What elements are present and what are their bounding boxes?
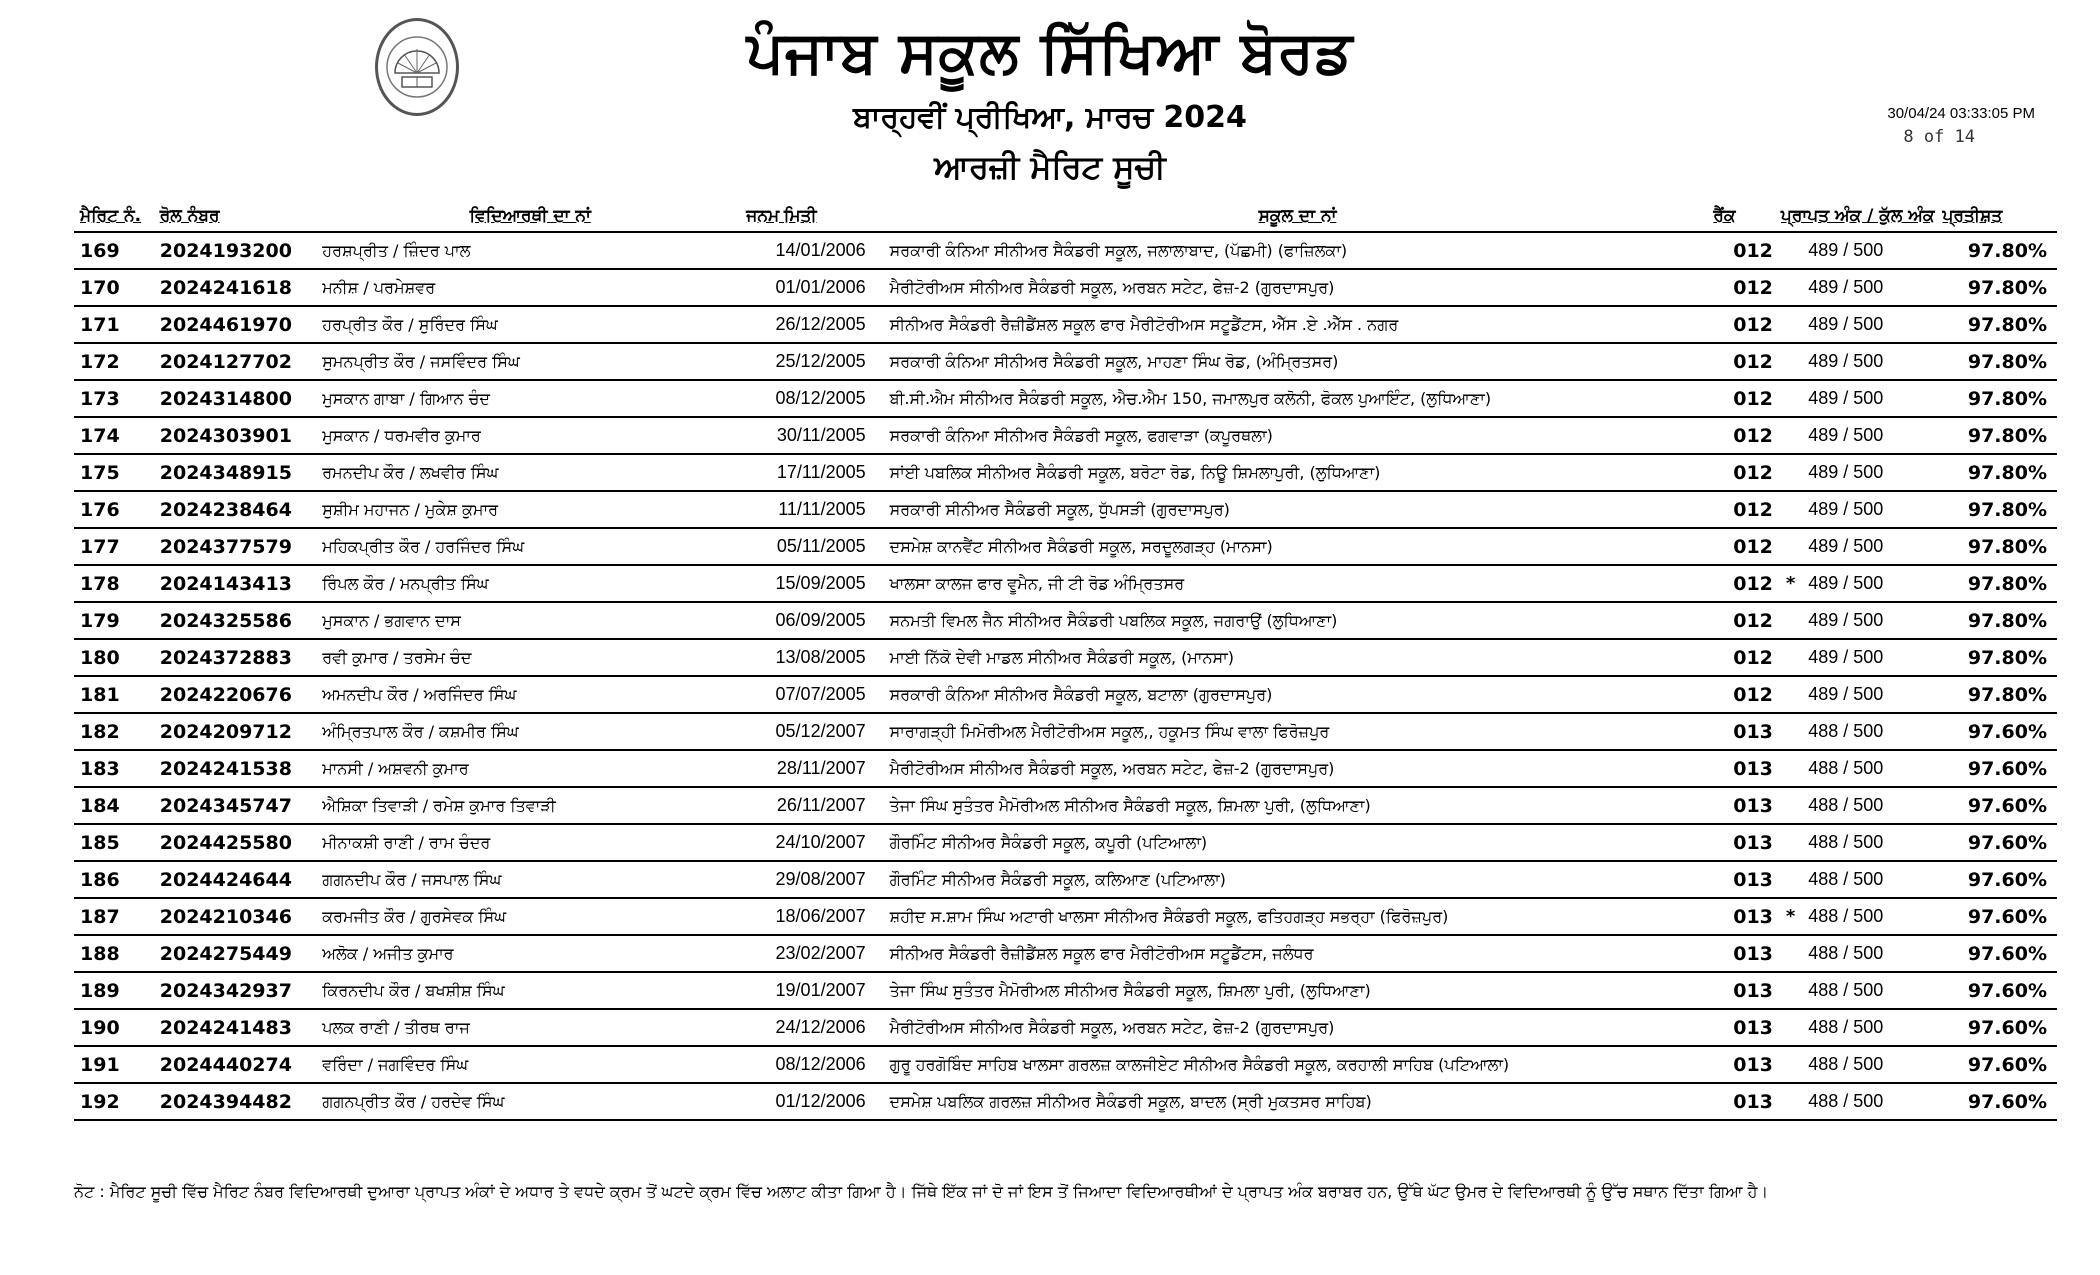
school-name-cell: ਸਰਕਾਰੀ ਕੰਨਿਆ ਸੀਨੀਅਰ ਸੈਕੰਡਰੀ ਸਕੂਲ, ਬਟਾਲਾ (ਗੁਰਦਾਸਪੁਰ) (886, 676, 1710, 713)
rank-cell: 012 (1709, 343, 1777, 380)
exam-subtitle: ਬਾਰ੍ਹਵੀਂ ਪ੍ਰੀਖਿਆ, ਮਾਰਚ 2024 (853, 100, 1247, 135)
roll-no-cell: 2024238464 (156, 491, 319, 528)
student-name-cell: ਵਰਿੰਦਾ / ਜਗਵਿੰਦਰ ਸਿੰਘ (318, 1046, 742, 1083)
rank-cell: 012 (1709, 639, 1777, 676)
percentage-cell: 97.60% (1939, 972, 2057, 1009)
dob-cell: 11/11/2005 (742, 491, 885, 528)
footer-note: ਨੋਟ : ਮੈਰਿਟ ਸੂਚੀ ਵਿੱਚ ਮੈਰਿਟ ਨੰਬਰ ਵਿਦਿਆਰਥੀ ਦੁਆਰਾ ਪ੍ਰਾਪਤ ਅੰਕਾਂ ਦੇ ਅਧਾਰ ਤੇ ਵਧਦੇ ਕ੍ਰਮ ਤੋਂ ਘਟਦੇ ਕ੍ਰਮ ਵਿੱਚ ਅਲਾਟ ਕੀਤਾ ਗਿਆ ਹੈ। ਜਿੱਥੇ ਇੱਕ ਜਾਂ ਦੋ ਜਾਂ ਇਸ ਤੋਂ ਜਿਆਦਾ ਵਿਦਿਆਰਥੀਆਂ ਦੇ ਪ੍ਰਾਪਤ ਅੰਕ ਬਰਾਬਰ ਹਨ, ਉੱਥੇ ਘੱਟ ਉਮਰ ਦੇ ਵਿਦਿਆਰਥੀ ਨੂੰ ਉੱਚ ਸਥਾਨ ਦਿੱਤਾ ਗਿਆ ਹੈ। (74, 1182, 1769, 1201)
marks-cell: 488 / 500 (1804, 972, 1938, 1009)
dob-cell: 08/12/2006 (742, 1046, 885, 1083)
percentage-cell: 97.80% (1939, 306, 2057, 343)
tie-marker-cell (1777, 750, 1804, 787)
dob-cell: 17/11/2005 (742, 454, 885, 491)
table-row (74, 269, 2057, 306)
roll-no-cell: 2024345747 (156, 787, 319, 824)
merit-table (74, 200, 2057, 1121)
school-name-cell: ਮਾਈ ਨਿੱਕੋ ਦੇਵੀ ਮਾਡਲ ਸੀਨੀਅਰ ਸੈਕੰਡਰੀ ਸਕੂਲ, (ਮਾਨਸਾ) (886, 639, 1710, 676)
roll-no-cell: 2024210346 (156, 898, 319, 935)
school-name-cell: ਦਸਮੇਸ਼ ਕਾਨਵੈਂਟ ਸੀਨੀਅਰ ਸੈਕੰਡਰੀ ਸਕੂਲ, ਸਰਦੂਲਗੜ੍ਹ (ਮਾਨਸਾ) (886, 528, 1710, 565)
page-title: ਪੰਜਾਬ ਸਕੂਲ ਸਿੱਖਿਆ ਬੋਰਡ (746, 18, 1354, 86)
col-roll-no: ਰੋਲ ਨੰਬਰ (156, 200, 319, 232)
school-name-cell: ਮੈਰੀਟੋਰੀਅਸ ਸੀਨੀਅਰ ਸੈਕੰਡਰੀ ਸਕੂਲ, ਅਰਬਨ ਸਟੇਟ, ਫੇਜ਼-2 (ਗੁਰਦਾਸਪੁਰ) (886, 750, 1710, 787)
merit-no-cell: 190 (74, 1009, 156, 1046)
dob-cell: 14/01/2006 (742, 232, 885, 269)
percentage-cell: 97.60% (1939, 1009, 2057, 1046)
rank-cell: 013 (1709, 898, 1777, 935)
dob-cell: 05/11/2005 (742, 528, 885, 565)
tie-marker-cell (1777, 861, 1804, 898)
percentage-cell: 97.80% (1939, 232, 2057, 269)
merit-no-cell: 188 (74, 935, 156, 972)
dob-cell: 07/07/2005 (742, 676, 885, 713)
student-name-cell: ਮਹਿਕਪ੍ਰੀਤ ਕੌਰ / ਹਰਜਿੰਦਰ ਸਿੰਘ (318, 528, 742, 565)
rank-cell: 012 (1709, 306, 1777, 343)
marks-cell: 488 / 500 (1804, 898, 1938, 935)
merit-no-cell: 169 (74, 232, 156, 269)
tie-marker-cell (1777, 1046, 1804, 1083)
tie-marker-cell (1777, 343, 1804, 380)
roll-no-cell: 2024275449 (156, 935, 319, 972)
school-name-cell: ਸਰਕਾਰੀ ਸੀਨੀਅਰ ਸੈਕੰਡਰੀ ਸਕੂਲ, ਧੁੱਪਸੜੀ (ਗੁਰਦਾਸਪੁਰ) (886, 491, 1710, 528)
student-name-cell: ਅਲੋਕ / ਅਜੀਤ ਕੁਮਾਰ (318, 935, 742, 972)
dob-cell: 05/12/2007 (742, 713, 885, 750)
table-row (74, 861, 2057, 898)
student-name-cell: ਪਲਕ ਰਾਣੀ / ਤੀਰਥ ਰਾਜ (318, 1009, 742, 1046)
rank-cell: 012 (1709, 491, 1777, 528)
table-row (74, 380, 2057, 417)
roll-no-cell: 2024394482 (156, 1083, 319, 1120)
percentage-cell: 97.80% (1939, 676, 2057, 713)
rank-cell: 012 (1709, 565, 1777, 602)
marks-cell: 489 / 500 (1804, 269, 1938, 306)
table-row (74, 454, 2057, 491)
marks-cell: 489 / 500 (1804, 454, 1938, 491)
dob-cell: 29/08/2007 (742, 861, 885, 898)
table-row (74, 676, 2057, 713)
rank-cell: 012 (1709, 676, 1777, 713)
roll-no-cell: 2024209712 (156, 713, 319, 750)
rank-cell: 012 (1709, 528, 1777, 565)
rank-cell: 012 (1709, 417, 1777, 454)
roll-no-cell: 2024241538 (156, 750, 319, 787)
dob-cell: 24/12/2006 (742, 1009, 885, 1046)
rank-cell: 013 (1709, 713, 1777, 750)
percentage-cell: 97.60% (1939, 935, 2057, 972)
tie-marker-cell (1777, 972, 1804, 1009)
student-name-cell: ਹਰਪ੍ਰੀਤ ਕੌਰ / ਸੁਰਿੰਦਰ ਸਿੰਘ (318, 306, 742, 343)
dob-cell: 26/12/2005 (742, 306, 885, 343)
percentage-cell: 97.60% (1939, 898, 2057, 935)
merit-no-cell: 187 (74, 898, 156, 935)
dob-cell: 19/01/2007 (742, 972, 885, 1009)
col-school-name: ਸਕੂਲ ਦਾ ਨਾਂ (886, 200, 1710, 232)
col-student-name: ਵਿਦਿਆਰਥੀ ਦਾ ਨਾਂ (318, 200, 742, 232)
percentage-cell: 97.60% (1939, 713, 2057, 750)
school-name-cell: ਗੁਰੂ ਹਰਗੋਬਿੰਦ ਸਾਹਿਬ ਖਾਲਸਾ ਗਰਲਜ਼ ਕਾਲਜੀਏਟ ਸੀਨੀਅਰ ਸੈਕੰਡਰੀ ਸਕੂਲ, ਕਰਹਾਲੀ ਸਾਹਿਬ (ਪਟਿਆਲਾ) (886, 1046, 1710, 1083)
dob-cell: 01/01/2006 (742, 269, 885, 306)
school-name-cell: ਸਾਂਈ ਪਬਲਿਕ ਸੀਨੀਅਰ ਸੈਕੰਡਰੀ ਸਕੂਲ, ਬਰੋਟਾ ਰੋਡ, ਨਿਊ ਸ਼ਿਮਲਾਪੁਰੀ, (ਲੁਧਿਆਣਾ) (886, 454, 1710, 491)
tie-marker-cell (1777, 713, 1804, 750)
percentage-cell: 97.60% (1939, 1046, 2057, 1083)
table-row (74, 491, 2057, 528)
table-row (74, 1009, 2057, 1046)
roll-no-cell: 2024127702 (156, 343, 319, 380)
student-name-cell: ਕਿਰਨਦੀਪ ਕੌਰ / ਬਖਸ਼ੀਸ਼ ਸਿੰਘ (318, 972, 742, 1009)
marks-cell: 488 / 500 (1804, 1009, 1938, 1046)
school-name-cell: ਮੈਰੀਟੋਰੀਅਸ ਸੀਨੀਅਰ ਸੈਕੰਡਰੀ ਸਕੂਲ, ਅਰਬਨ ਸਟੇਟ, ਫੇਜ਼-2 (ਗੁਰਦਾਸਪੁਰ) (886, 1009, 1710, 1046)
roll-no-cell: 2024424644 (156, 861, 319, 898)
percentage-cell: 97.80% (1939, 269, 2057, 306)
merit-no-cell: 184 (74, 787, 156, 824)
rank-cell: 013 (1709, 787, 1777, 824)
marks-cell: 488 / 500 (1804, 824, 1938, 861)
roll-no-cell: 2024348915 (156, 454, 319, 491)
tie-marker-cell (1777, 269, 1804, 306)
roll-no-cell: 2024342937 (156, 972, 319, 1009)
tie-marker-cell (1777, 935, 1804, 972)
student-name-cell: ਰਵੀ ਕੁਮਾਰ / ਤਰਸੇਮ ਚੰਦ (318, 639, 742, 676)
school-name-cell: ਸਰਕਾਰੀ ਕੰਨਿਆ ਸੀਨੀਅਰ ਸੈਕੰਡਰੀ ਸਕੂਲ, ਫਗਵਾੜਾ (ਕਪੂਰਥਲਾ) (886, 417, 1710, 454)
student-name-cell: ਗਗਨਦੀਪ ਕੌਰ / ਜਸਪਾਲ ਸਿੰਘ (318, 861, 742, 898)
rank-cell: 013 (1709, 935, 1777, 972)
percentage-cell: 97.60% (1939, 787, 2057, 824)
student-name-cell: ਮੁਸਕਾਨ / ਭਗਵਾਨ ਦਾਸ (318, 602, 742, 639)
school-name-cell: ਖਾਲਸਾ ਕਾਲਜ ਫਾਰ ਵੂਮੈਨ, ਜੀ ਟੀ ਰੋਡ ਅੰਮ੍ਰਿਤਸਰ (886, 565, 1710, 602)
percentage-cell: 97.80% (1939, 639, 2057, 676)
school-name-cell: ਸਨਮਤੀ ਵਿਮਲ ਜੈਨ ਸੀਨੀਅਰ ਸੈਕੰਡਰੀ ਪਬਲਿਕ ਸਕੂਲ, ਜਗਰਾਉਂ (ਲੁਧਿਆਣਾ) (886, 602, 1710, 639)
marks-cell: 488 / 500 (1804, 1046, 1938, 1083)
school-name-cell: ਗੌਰਮਿੰਟ ਸੀਨੀਅਰ ਸੈਕੰਡਰੀ ਸਕੂਲ, ਕਪੂਰੀ (ਪਟਿਆਲਾ) (886, 824, 1710, 861)
table-row (74, 343, 2057, 380)
page-header (0, 0, 2100, 200)
roll-no-cell: 2024220676 (156, 676, 319, 713)
dob-cell: 15/09/2005 (742, 565, 885, 602)
percentage-cell: 97.60% (1939, 824, 2057, 861)
dob-cell: 06/09/2005 (742, 602, 885, 639)
tie-marker-cell (1777, 824, 1804, 861)
school-name-cell: ਸੀਨੀਅਰ ਸੈਕੰਡਰੀ ਰੈਜ਼ੀਡੈਂਸ਼ਲ ਸਕੂਲ ਫਾਰ ਮੈਰੀਟੋਰੀਅਸ ਸਟੂਡੈਂਟਸ, ਐੱਸ .ਏ .ਐੱਸ . ਨਗਰ (886, 306, 1710, 343)
rank-cell: 013 (1709, 861, 1777, 898)
marks-cell: 489 / 500 (1804, 306, 1938, 343)
table-row (74, 713, 2057, 750)
col-marks: ਪ੍ਰਾਪਤ ਅੰਕ / ਕੁੱਲ ਅੰਕ (1777, 200, 1939, 232)
percentage-cell: 97.60% (1939, 1083, 2057, 1120)
roll-no-cell: 2024372883 (156, 639, 319, 676)
tie-marker-cell (1777, 454, 1804, 491)
merit-no-cell: 189 (74, 972, 156, 1009)
percentage-cell: 97.80% (1939, 491, 2057, 528)
marks-cell: 489 / 500 (1804, 676, 1938, 713)
merit-no-cell: 175 (74, 454, 156, 491)
student-name-cell: ਰਿੰਪਲ ਕੌਰ / ਮਨਪ੍ਰੀਤ ਸਿੰਘ (318, 565, 742, 602)
rank-cell: 012 (1709, 232, 1777, 269)
roll-no-cell: 2024241483 (156, 1009, 319, 1046)
merit-no-cell: 178 (74, 565, 156, 602)
tie-marker-cell (1777, 1009, 1804, 1046)
tie-marker-cell (1777, 528, 1804, 565)
col-dob: ਜਨਮ ਮਿਤੀ (742, 200, 885, 232)
merit-no-cell: 182 (74, 713, 156, 750)
print-timestamp: 30/04/24 03:33:05 PM (1887, 105, 2035, 122)
merit-no-cell: 181 (74, 676, 156, 713)
merit-no-cell: 171 (74, 306, 156, 343)
dob-cell: 23/02/2007 (742, 935, 885, 972)
table-row (74, 972, 2057, 1009)
rank-cell: 012 (1709, 602, 1777, 639)
table-row (74, 935, 2057, 972)
merit-rows (74, 232, 2057, 1120)
student-name-cell: ਐਸ਼ਿਕਾ ਤਿਵਾੜੀ / ਰਮੇਸ਼ ਕੁਮਾਰ ਤਿਵਾੜੀ (318, 787, 742, 824)
student-name-cell: ਮੁਸਕਾਨ ਗਾਬਾ / ਗਿਆਨ ਚੰਦ (318, 380, 742, 417)
school-name-cell: ਬੀ.ਸੀ.ਐਮ ਸੀਨੀਅਰ ਸੈਕੰਡਰੀ ਸਕੂਲ, ਐਚ.ਐਮ 150, ਜਮਾਲਪੁਰ ਕਲੋਨੀ, ਫੋਕਲ ਪੁਆਇੰਟ, (ਲੁਧਿਆਣਾ) (886, 380, 1710, 417)
dob-cell: 08/12/2005 (742, 380, 885, 417)
dob-cell: 01/12/2006 (742, 1083, 885, 1120)
marks-cell: 489 / 500 (1804, 528, 1938, 565)
col-merit-no: ਮੈਰਿਟ ਨੰ. (74, 200, 156, 232)
list-title: ਆਰਜ਼ੀ ਮੈਰਿਟ ਸੂਚੀ (934, 148, 1166, 186)
tie-marker-cell: * (1777, 565, 1804, 602)
percentage-cell: 97.80% (1939, 454, 2057, 491)
tie-marker-cell (1777, 676, 1804, 713)
merit-no-cell: 192 (74, 1083, 156, 1120)
marks-cell: 488 / 500 (1804, 713, 1938, 750)
percentage-cell: 97.80% (1939, 528, 2057, 565)
student-name-cell: ਅਮਨਦੀਪ ਕੌਰ / ਅਰਜਿੰਦਰ ਸਿੰਘ (318, 676, 742, 713)
roll-no-cell: 2024325586 (156, 602, 319, 639)
merit-no-cell: 191 (74, 1046, 156, 1083)
table-row (74, 750, 2057, 787)
merit-no-cell: 179 (74, 602, 156, 639)
rank-cell: 013 (1709, 972, 1777, 1009)
percentage-cell: 97.80% (1939, 380, 2057, 417)
table-row (74, 306, 2057, 343)
school-name-cell: ਸਰਕਾਰੀ ਕੰਨਿਆ ਸੀਨੀਅਰ ਸੈਕੰਡਰੀ ਸਕੂਲ, ਜਲਾਲਾਬਾਦ, (ਪੱਛਮੀ) (ਫਾਜ਼ਿਲਕਾ) (886, 232, 1710, 269)
table-row (74, 232, 2057, 269)
roll-no-cell: 2024241618 (156, 269, 319, 306)
table-header-row (74, 200, 2057, 232)
merit-no-cell: 172 (74, 343, 156, 380)
rank-cell: 013 (1709, 750, 1777, 787)
merit-no-cell: 186 (74, 861, 156, 898)
student-name-cell: ਕਰਮਜੀਤ ਕੌਰ / ਗੁਰਸੇਵਕ ਸਿੰਘ (318, 898, 742, 935)
student-name-cell: ਅੰਮ੍ਰਿਤਪਾਲ ਕੌਰ / ਕਸ਼ਮੀਰ ਸਿੰਘ (318, 713, 742, 750)
page-indicator: 8 of 14 (1903, 127, 1975, 147)
percentage-cell: 97.80% (1939, 565, 2057, 602)
rank-cell: 013 (1709, 1083, 1777, 1120)
student-name-cell: ਹਰਸ਼ਪ੍ਰੀਤ / ਜ਼ਿੰਦਰ ਪਾਲ (318, 232, 742, 269)
student-name-cell: ਮੁਸਕਾਨ / ਧਰਮਵੀਰ ਕੁਮਾਰ (318, 417, 742, 454)
tie-marker-cell (1777, 602, 1804, 639)
student-name-cell: ਮੀਨਾਕਸ਼ੀ ਰਾਣੀ / ਰਾਮ ਚੰਦਰ (318, 824, 742, 861)
merit-no-cell: 174 (74, 417, 156, 454)
table-row (74, 1083, 2057, 1120)
dob-cell: 28/11/2007 (742, 750, 885, 787)
dob-cell: 25/12/2005 (742, 343, 885, 380)
school-name-cell: ਸੀਨੀਅਰ ਸੈਕੰਡਰੀ ਰੈਜ਼ੀਡੈਂਸ਼ਲ ਸਕੂਲ ਫਾਰ ਮੈਰੀਟੋਰੀਅਸ ਸਟੂਡੈਂਟਸ, ਜਲੰਧਰ (886, 935, 1710, 972)
marks-cell: 489 / 500 (1804, 417, 1938, 454)
school-name-cell: ਤੇਜਾ ਸਿੰਘ ਸੁਤੰਤਰ ਮੈਮੋਰੀਅਲ ਸੀਨੀਅਰ ਸੈਕੰਡਰੀ ਸਕੂਲ, ਸ਼ਿਮਲਾ ਪੁਰੀ, (ਲੁਧਿਆਣਾ) (886, 787, 1710, 824)
school-name-cell: ਦਸਮੇਸ਼ ਪਬਲਿਕ ਗਰਲਜ਼ ਸੀਨੀਅਰ ਸੈਕੰਡਰੀ ਸਕੂਲ, ਬਾਦਲ (ਸ੍ਰੀ ਮੁਕਤਸਰ ਸਾਹਿਬ) (886, 1083, 1710, 1120)
table-row (74, 417, 2057, 454)
tie-marker-cell (1777, 380, 1804, 417)
table-row (74, 787, 2057, 824)
table-row (74, 565, 2057, 602)
marks-cell: 488 / 500 (1804, 1083, 1938, 1120)
percentage-cell: 97.60% (1939, 750, 2057, 787)
percentage-cell: 97.60% (1939, 861, 2057, 898)
dob-cell: 13/08/2005 (742, 639, 885, 676)
marks-cell: 489 / 500 (1804, 491, 1938, 528)
percentage-cell: 97.80% (1939, 343, 2057, 380)
student-name-cell: ਸੁਸ਼ੀਮ ਮਹਾਜਨ / ਮੁਕੇਸ਼ ਕੁਮਾਰ (318, 491, 742, 528)
dob-cell: 18/06/2007 (742, 898, 885, 935)
table-row (74, 602, 2057, 639)
table-row (74, 1046, 2057, 1083)
marks-cell: 488 / 500 (1804, 750, 1938, 787)
rank-cell: 012 (1709, 269, 1777, 306)
roll-no-cell: 2024377579 (156, 528, 319, 565)
percentage-cell: 97.80% (1939, 602, 2057, 639)
col-rank: ਰੈਂਕ (1709, 200, 1777, 232)
marks-cell: 489 / 500 (1804, 565, 1938, 602)
table-row (74, 824, 2057, 861)
school-name-cell: ਸਰਕਾਰੀ ਕੰਨਿਆ ਸੀਨੀਅਰ ਸੈਕੰਡਰੀ ਸਕੂਲ, ਮਾਹਣਾ ਸਿੰਘ ਰੋਡ, (ਅੰਮ੍ਰਿਤਸਰ) (886, 343, 1710, 380)
school-name-cell: ਸ਼ਹੀਦ ਸ.ਸ਼ਾਮ ਸਿੰਘ ਅਟਾਰੀ ਖਾਲਸਾ ਸੀਨੀਅਰ ਸੈਕੰਡਰੀ ਸਕੂਲ, ਫਤਿਹਗੜ੍ਹ ਸਭਰ੍ਹਾ (ਫਿਰੋਜ਼ਪੁਰ) (886, 898, 1710, 935)
student-name-cell: ਸੁਮਨਪ੍ਰੀਤ ਕੌਰ / ਜਸਵਿੰਦਰ ਸਿੰਘ (318, 343, 742, 380)
tie-marker-cell (1777, 1083, 1804, 1120)
rank-cell: 013 (1709, 824, 1777, 861)
rank-cell: 013 (1709, 1009, 1777, 1046)
merit-no-cell: 176 (74, 491, 156, 528)
merit-no-cell: 170 (74, 269, 156, 306)
marks-cell: 489 / 500 (1804, 602, 1938, 639)
tie-marker-cell (1777, 417, 1804, 454)
rank-cell: 012 (1709, 380, 1777, 417)
table-row (74, 898, 2057, 935)
roll-no-cell: 2024314800 (156, 380, 319, 417)
school-name-cell: ਸਾਰਾਗੜ੍ਹੀ ਮਿਮੋਰੀਅਲ ਮੈਰੀਟੋਰੀਅਸ ਸਕੂਲ,, ਹਕੂਮਤ ਸਿੰਘ ਵਾਲਾ ਫਿਰੋਜ਼ਪੁਰ (886, 713, 1710, 750)
marks-cell: 489 / 500 (1804, 380, 1938, 417)
roll-no-cell: 2024303901 (156, 417, 319, 454)
dob-cell: 30/11/2005 (742, 417, 885, 454)
roll-no-cell: 2024193200 (156, 232, 319, 269)
marks-cell: 488 / 500 (1804, 787, 1938, 824)
roll-no-cell: 2024461970 (156, 306, 319, 343)
tie-marker-cell (1777, 232, 1804, 269)
dob-cell: 24/10/2007 (742, 824, 885, 861)
dob-cell: 26/11/2007 (742, 787, 885, 824)
merit-no-cell: 177 (74, 528, 156, 565)
rank-cell: 012 (1709, 454, 1777, 491)
marks-cell: 488 / 500 (1804, 935, 1938, 972)
roll-no-cell: 2024143413 (156, 565, 319, 602)
table-row (74, 528, 2057, 565)
merit-no-cell: 183 (74, 750, 156, 787)
merit-no-cell: 180 (74, 639, 156, 676)
tie-marker-cell (1777, 491, 1804, 528)
student-name-cell: ਮਨੀਸ਼ / ਪਰਮੇਸ਼ਵਰ (318, 269, 742, 306)
merit-no-cell: 173 (74, 380, 156, 417)
tie-marker-cell (1777, 639, 1804, 676)
student-name-cell: ਮਾਨਸੀ / ਅਸ਼ਵਨੀ ਕੁਮਾਰ (318, 750, 742, 787)
marks-cell: 488 / 500 (1804, 861, 1938, 898)
marks-cell: 489 / 500 (1804, 232, 1938, 269)
tie-marker-cell (1777, 306, 1804, 343)
percentage-cell: 97.80% (1939, 417, 2057, 454)
tie-marker-cell: * (1777, 898, 1804, 935)
school-name-cell: ਤੇਜਾ ਸਿੰਘ ਸੁਤੰਤਰ ਮੈਮੋਰੀਅਲ ਸੀਨੀਅਰ ਸੈਕੰਡਰੀ ਸਕੂਲ, ਸ਼ਿਮਲਾ ਪੁਰੀ, (ਲੁਧਿਆਣਾ) (886, 972, 1710, 1009)
col-percentage: ਪ੍ਰਤੀਸ਼ਤ (1939, 200, 2057, 232)
school-name-cell: ਗੌਰਮਿੰਟ ਸੀਨੀਅਰ ਸੈਕੰਡਰੀ ਸਕੂਲ, ਕਲਿਆਣ (ਪਟਿਆਲਾ) (886, 861, 1710, 898)
student-name-cell: ਗਗਨਪ੍ਰੀਤ ਕੌਰ / ਹਰਦੇਵ ਸਿੰਘ (318, 1083, 742, 1120)
roll-no-cell: 2024440274 (156, 1046, 319, 1083)
marks-cell: 489 / 500 (1804, 639, 1938, 676)
student-name-cell: ਰਮਨਦੀਪ ਕੌਰ / ਲਖਵੀਰ ਸਿੰਘ (318, 454, 742, 491)
rank-cell: 013 (1709, 1046, 1777, 1083)
table-row (74, 639, 2057, 676)
school-name-cell: ਮੈਰੀਟੋਰੀਅਸ ਸੀਨੀਅਰ ਸੈਕੰਡਰੀ ਸਕੂਲ, ਅਰਬਨ ਸਟੇਟ, ਫੇਜ਼-2 (ਗੁਰਦਾਸਪੁਰ) (886, 269, 1710, 306)
marks-cell: 489 / 500 (1804, 343, 1938, 380)
tie-marker-cell (1777, 787, 1804, 824)
merit-no-cell: 185 (74, 824, 156, 861)
roll-no-cell: 2024425580 (156, 824, 319, 861)
